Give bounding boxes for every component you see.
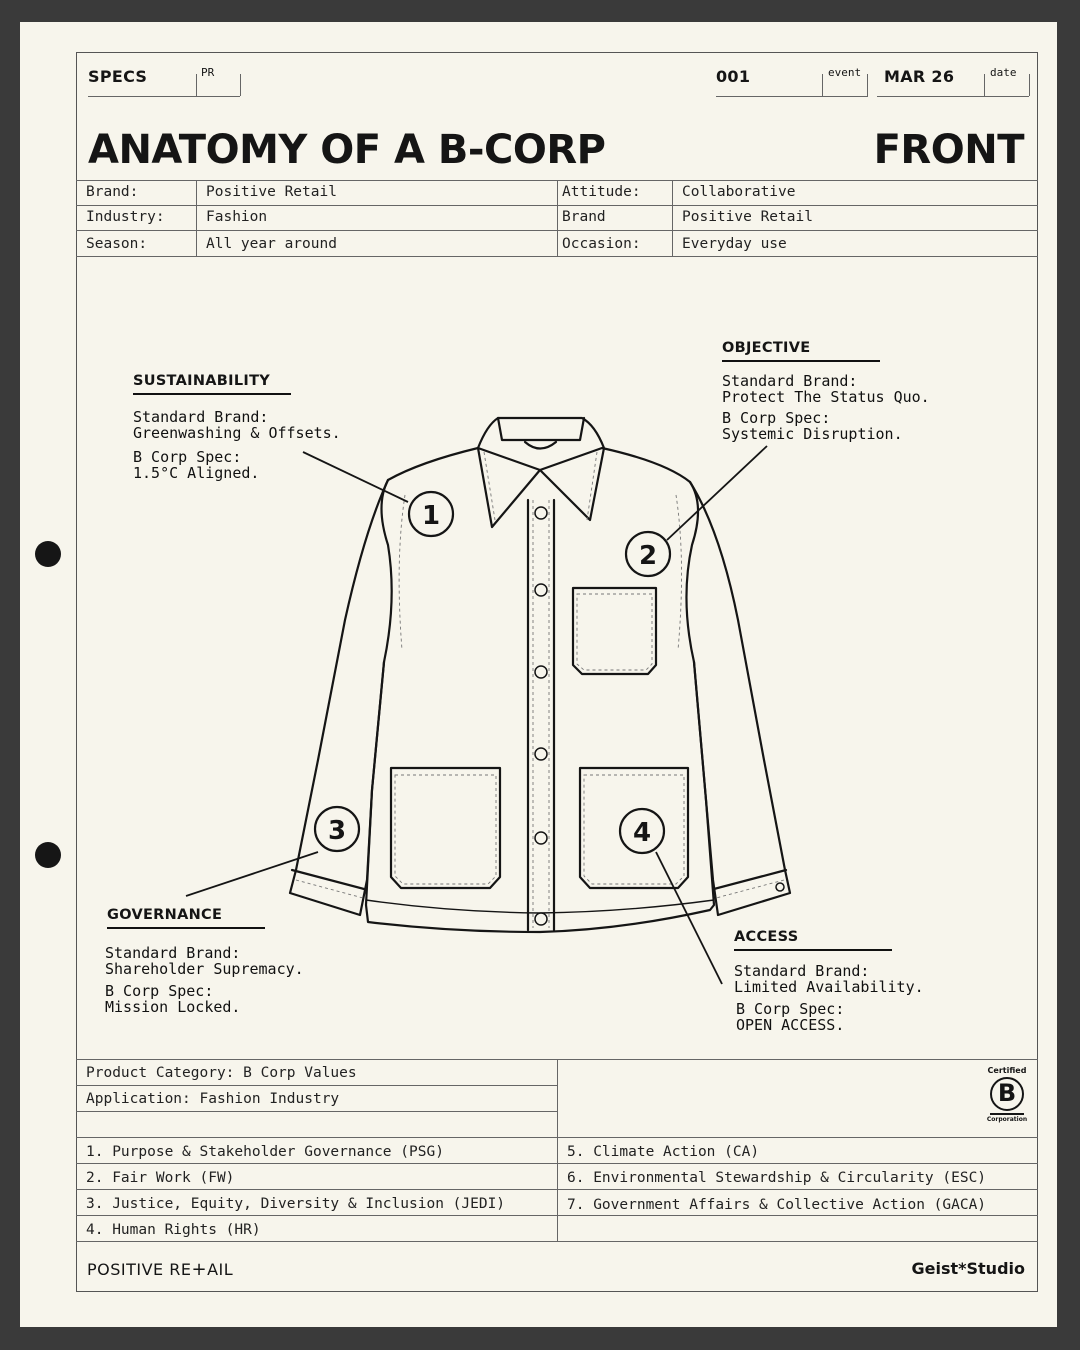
access-text-4: OPEN ACCESS. [736,1016,845,1034]
logo-text-b: AIL [207,1260,234,1279]
table-col [557,1059,558,1241]
certified-label: Certified [987,1066,1027,1075]
objective-text-3: B Corp Spec: [722,409,831,427]
info-label-attitude: Attitude: [562,184,641,200]
jacket-button [535,584,547,596]
objective-text-2: Protect The Status Quo. [722,388,930,406]
governance-text-3: B Corp Spec: [105,982,214,1000]
objective-text-4: Systemic Disruption. [722,425,903,443]
value-item-4: 4. Human Rights (HR) [86,1222,261,1238]
geist-studio-logo: Geist*Studio [911,1259,1025,1278]
access-text-3: B Corp Spec: [736,1000,845,1018]
product-category: Product Category: B Corp Values [86,1065,357,1081]
lower-left-pocket [391,768,500,888]
info-value-industry: Fashion [206,209,268,225]
info-value-season: All year around [206,236,337,252]
logo-plus-icon: + [191,1259,208,1280]
jacket-button [535,666,547,678]
info-label-occasion: Occasion: [562,236,641,252]
sustainability-text-4: 1.5°C Aligned. [133,464,260,482]
specs-tag: PR [201,66,215,79]
logo-text-a: POSITIVE RE [87,1260,192,1279]
info-value-attitude: Collaborative [682,184,796,200]
sustainability-heading: SUSTAINABILITY [133,373,291,395]
marker-number-4: 4 [632,818,652,848]
marker-number-3: 3 [327,816,347,846]
info-value-brand2: Positive Retail [682,209,813,225]
value-item-1: 1. Purpose & Stakeholder Governance (PSG) [86,1144,444,1160]
governance-text-2: Shareholder Supremacy. [105,960,304,978]
objective-heading: OBJECTIVE [722,340,880,362]
corporation-label: Corporation [986,1116,1028,1123]
value-item-7: 7. Government Affairs & Collective Action (GACA) [567,1197,987,1213]
objective-text-1: Standard Brand: [722,372,858,390]
jacket-right-sleeve [690,482,790,915]
info-label-brand2: Brand [562,209,606,225]
jacket-button [535,832,547,844]
value-item-3: 3. Justice, Equity, Diversity & Inclusion (JEDI) [86,1196,506,1212]
page-title: ANATOMY OF A B-CORP [88,127,606,173]
certified-b-corp-logo [982,1066,1032,1123]
governance-text-1: Standard Brand: [105,944,241,962]
info-label-industry: Industry: [86,209,165,225]
table-rule [76,1085,557,1086]
info-value-occasion: Everyday use [682,236,787,252]
info-label-brand: Brand: [86,184,139,200]
marker-number-1: 1 [421,501,441,531]
leader-line-2 [667,446,767,540]
specs-label: SPECS [88,67,148,86]
governance-text-4: Mission Locked. [105,998,241,1016]
jacket-button [535,748,547,760]
cuff-button [776,883,784,891]
chest-pocket [573,588,656,674]
jacket-placket [528,500,554,930]
table-rule [76,1241,1038,1242]
sustainability-text-2: Greenwashing & Offsets. [133,424,341,442]
jacket-button [535,507,547,519]
b-logo-bar [990,1113,1024,1115]
value-item-2: 2. Fair Work (FW) [86,1170,235,1186]
date-value: MAR 26 [884,67,955,86]
event-tag: event [828,66,862,79]
access-text-2: Limited Availability. [734,978,924,996]
event-value: 001 [716,67,751,86]
governance-heading: GOVERNANCE [107,907,265,929]
date-tag: date [990,66,1017,79]
sustainability-text-3: B Corp Spec: [133,448,242,466]
info-label-season: Season: [86,236,148,252]
access-heading: ACCESS [734,929,892,951]
access-text-1: Standard Brand: [734,962,870,980]
marker-number-2: 2 [638,541,658,571]
sustainability-text-1: Standard Brand: [133,408,269,426]
product-application: Application: Fashion Industry [86,1091,340,1107]
positive-retail-logo [87,1259,233,1280]
jacket-button [535,913,547,925]
info-value-brand: Positive Retail [206,184,337,200]
table-rule [76,1111,557,1112]
b-letter: B [990,1077,1024,1111]
value-item-6: 6. Environmental Stewardship & Circularity (ESC) [567,1170,987,1186]
value-item-5: 5. Climate Action (CA) [567,1144,760,1160]
view-label: FRONT [873,127,1024,173]
leader-line-3 [186,852,318,896]
